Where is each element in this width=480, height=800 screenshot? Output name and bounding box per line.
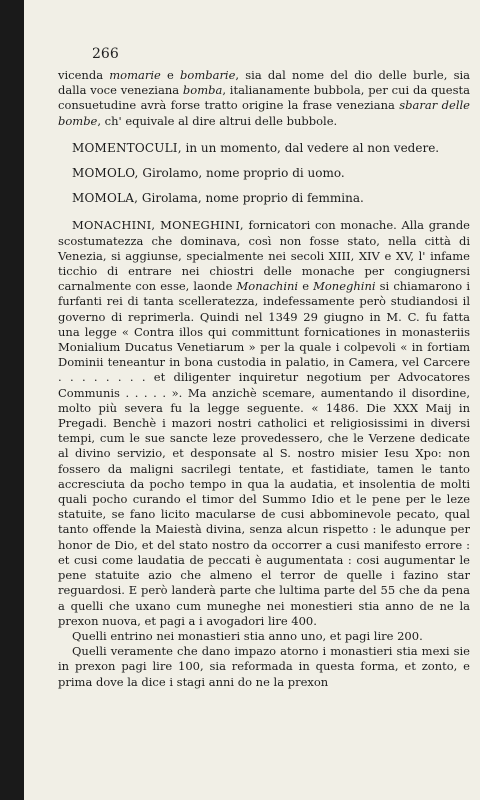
entry-momolo: [58, 166, 470, 181]
entry-head: MOMENTOCULI,: [72, 140, 182, 155]
entry-definition: in un momento, dal vedere al non vedere.: [181, 140, 440, 155]
entry-monachini: [58, 218, 470, 628]
intro-italic-3: bomba: [182, 83, 223, 98]
intro-italic-2: bombarie: [180, 68, 236, 82]
entry-head: MOMOLA,: [72, 191, 139, 206]
monachini-italic-1: Monachini: [236, 279, 299, 294]
monachini-text-3: si chiamarono i furfanti rei di tanta scelleratezza, indefessamente però studiandosi il governo di reprimerla. Quindi nel 1349 29 giugno in M. C. fu fatta una legge « Contra illos qui committunt fornicationes in monasteriis Monialium Ducatus Venetiarum » per la quale i colpevoli « in fortiam Dominii teneantur in bona custodia in palatio, in Camera, vel Carcere . . . . . . . . et diligenter inquiretur negotium per Advocatores Communis . . . . . ». Ma anzichè scemare, aumentando il disordine, molto più severa fu la legge seguente. « 1486. Die XXX Maij in Pregadi. Benchè i mazori nostri catholici et religiosissimi in diversi tempi, cum le sue sancte leze provedessero, che le Verzene dedicate al divino servizio, et desponsate al S. nostro misier Iesu Xpo: non fossero da maligni sacrilegi tentate, et fastidiate, tamen le tanto accresciuta da pocho tempo in qua la audatia, et insolentia de molti quali pocho curando el timor del Summo Idio et le pene per le leze statuite, se fano licito macularse de cusi abbominevole pecato, qual tanto offende la Maiestà divina, senza alcun rispetto : le adunque per honor de Dio, et del stato nostro da occorrer a cusi manifesto errore : et cusi come laudatia de peccati è augumentata : cosi augumentar le pene statuite azio che almeno el terror de quelle i fazino star reguardosi. E però landerà parte che lultima parte del 55 che da pena a quelli che uxano cum muneghe nei monestieri stia anno de ne la prexon nuova, et pagi a i avogadori lire 400.: [58, 279, 470, 628]
page-number: 266: [92, 46, 119, 62]
entry-head: MOMOLO,: [72, 166, 139, 181]
page-body: [58, 68, 470, 690]
paragraph-quelli-entrino: Quelli entrino nei monastieri stia anno uno, et pagi lire 200.: [72, 628, 423, 643]
intro-italic-1: momarie: [109, 68, 161, 82]
intro-text-1: vicenda: [58, 68, 110, 82]
monachini-text-2: e: [298, 279, 314, 294]
entry-definition: Girolamo, nome proprio di uomo.: [138, 166, 345, 181]
intro-text-4: , italianamente bubbola, per cui da questa consuetudine avrà forse tratto origine la frase veneziana: [58, 83, 470, 113]
intro-text-2: e: [160, 68, 181, 82]
intro-text-3: , sia dal nome del dio delle burle, sia dalla voce veneziana: [58, 68, 471, 98]
entry-momola: [58, 191, 470, 206]
entry-head: MONACHINI, MONEGHINI,: [72, 218, 244, 233]
entry-momentoculi: [58, 141, 470, 156]
entry-definition: Girolama, nome proprio di femmina.: [138, 191, 364, 206]
book-page: [24, 0, 480, 800]
paragraph-quelli-veramente: Quelli veramente che dano impazo atorno i monastieri stia mexi sie in prexon pagi lire 100, sia reformada in questa forma, et zonto, e prima dove la dice i stagi anni do ne la prexon: [58, 644, 470, 689]
intro-italic-4: sbarar delle bombe: [58, 98, 470, 128]
monachini-italic-2: Moneghini: [313, 279, 376, 294]
intro-paragraph: [58, 68, 470, 129]
intro-text-5: , ch' equivale al dire altrui delle bubbole.: [97, 113, 338, 128]
monachini-text-1: fornicatori con monache. Alla grande scostumatezza che dominava, così non fosse stato, nella città di Venezia, si aggiunse, specialmente nei secoli XIII, XIV e XV, l' infame ticchio di entrare nei chiostri delle monache per congiugnersi carnalmente con esse, laonde: [58, 218, 470, 294]
